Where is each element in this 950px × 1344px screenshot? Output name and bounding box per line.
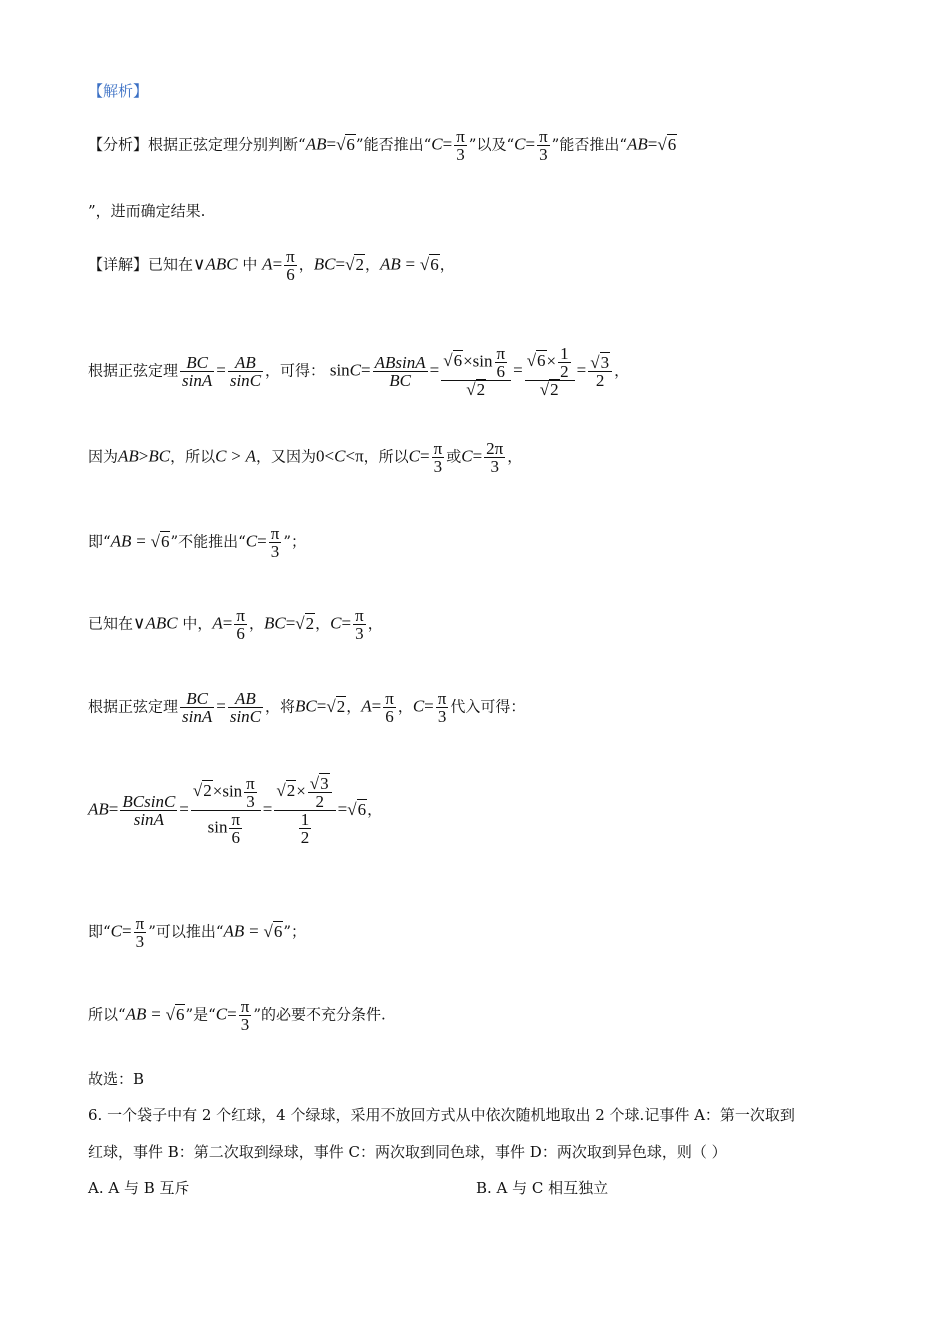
detail-label: 【详解】 xyxy=(88,255,149,274)
analysis-line-2: ”，进而确定结果. xyxy=(88,202,206,220)
detail-line-4: 即“AB = √6”不能推出“C= $\frac{\pi}{3}$ ”； xyxy=(88,524,306,561)
solution-heading: 【解析】 xyxy=(88,82,149,100)
detail-line-3: 因为AB>BC，所以C > A，又因为0<C<π，所以C= $\frac{\pi}{3}$ 或C= $\frac{2\pi}{3}$ ， xyxy=(88,439,523,476)
detail-line-2: 根据正弦定理 $\frac{BC}{\sin A}$ = $\frac{AB}{\sin C}$ ，可得： sinC= $\frac{ABsinA}{BC}$ = √6×sin $\frac{\pi}{6}$ √2 = √6× $\frac{1}{2}$ √2 = $\frac{√3}{2}$ ， xyxy=(88,344,630,399)
detail-line-1: 【详解】已知在∨ABC 中 A= $\frac{\pi}{6}$ ，BC=√2，AB = √6， xyxy=(88,247,455,284)
answer-line: 故选：B xyxy=(88,1070,145,1088)
detail-line-6: 根据正弦定理 $\frac{BC}{\sin A}$ = $\frac{AB}{\sin C}$ ，将BC=√2，A= $\frac{\pi}{6}$ ，C= $\frac{\pi}{3}$ 代入可得： xyxy=(88,689,526,726)
detail-line-9: 所以“AB = √6”是“C= $\frac{\pi}{3}$ ”的必要不充分条件. xyxy=(88,997,386,1034)
question6-stem-2: 红球，事件 B：第二次取到绿球，事件 C：两次取到同色球，事件 D：两次取到异色球，则（ ） xyxy=(88,1143,727,1161)
analysis-line-1: 【分析】根据正弦定理分别判断“AB=√6”能否推出“C= $\frac{\pi}{3}$ ”以及“C= $\frac{\pi}{3}$ ”能否推出“AB=√6 xyxy=(88,127,677,164)
analysis-label: 【分析】 xyxy=(88,135,149,154)
question6-stem-1: 6. 一个袋子中有 2 个红球，4 个绿球，采用不放回方式从中依次随机地取出 2 个球.记事件 A：第一次取到 xyxy=(88,1106,795,1124)
question6-option-b: B. A 与 C 相互独立 xyxy=(476,1179,609,1197)
detail-line-5: 已知在∨ABC 中，A= $\frac{\pi}{6}$ ，BC=√2，C= $\frac{\pi}{3}$ ， xyxy=(88,606,383,643)
detail-line-8: 即“C= $\frac{\pi}{3}$ ”可以推出“AB = √6”； xyxy=(88,914,306,951)
detail-line-7: AB= $\frac{BCsinC}{\sin A}$ = √2×sin $\frac{\pi}{3}$ sin $\frac{\pi}{6}$ = √2× $\frac{√3}{2}$ $\frac{1}{2}$ =√6， xyxy=(88,774,383,847)
question6-option-a: A. A 与 B 互斥 xyxy=(88,1179,190,1197)
